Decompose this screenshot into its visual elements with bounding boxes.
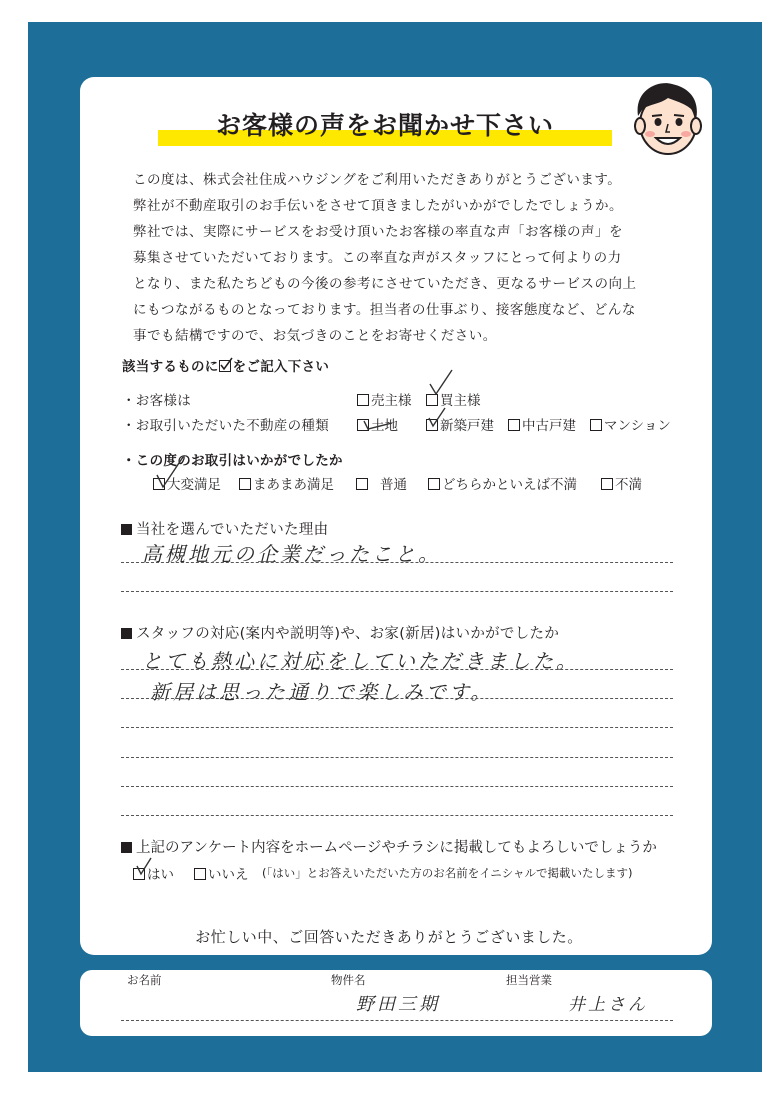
intro-text	[133, 167, 693, 349]
q-staff-label: スタッフの対応(案内や説明等)や、お家(新居)はいかがでしたか	[136, 626, 560, 642]
checkbox[interactable]	[194, 868, 206, 880]
footer-line	[121, 1020, 673, 1021]
option-somewhat-unsatisfied[interactable]	[428, 473, 577, 493]
property-value: 野田三期	[356, 994, 440, 1015]
q-publish-label: 上記のアンケート内容をホームページやチラシに掲載してもよろしいでしょうか	[136, 840, 657, 856]
square-bullet-icon	[121, 524, 132, 535]
option-label: まあまあ満足	[253, 477, 334, 493]
option-label: 大変満足	[167, 477, 221, 493]
handwritten-check-icon	[362, 413, 398, 433]
option-condo[interactable]	[590, 414, 671, 434]
mascot-face-icon	[624, 80, 708, 160]
staff-answer-line2: 新居は思った通りで楽しみです。	[150, 680, 494, 704]
q-customer-label: ・お客様は	[122, 393, 191, 409]
option-label: 土地	[371, 418, 398, 434]
q-property-label: ・お取引いただいた不動産の種類	[122, 418, 329, 434]
intro-line: 弊社では、実際にサービスをお受け頂いたお客様の率直な声「お客様の声」を	[133, 224, 623, 240]
answer-line	[121, 757, 673, 758]
option-no[interactable]	[194, 863, 249, 883]
checkbox[interactable]	[428, 478, 440, 490]
name-label: お名前	[127, 973, 162, 987]
title-block	[158, 104, 612, 148]
checkbox[interactable]	[508, 419, 520, 431]
option-label: はい	[147, 867, 174, 883]
property-label: 物件名	[331, 973, 366, 987]
option-neutral[interactable]	[356, 473, 407, 493]
instructions-post: をご記入下さい	[232, 359, 330, 375]
answer-line	[121, 669, 673, 670]
checkbox[interactable]	[357, 394, 369, 406]
closing-text: お忙しい中、ご回答いただきありがとうございました。	[195, 928, 583, 946]
answer-line	[121, 727, 673, 728]
handwritten-check-icon	[135, 856, 155, 876]
instructions	[122, 355, 329, 375]
option-label: マンション	[604, 418, 671, 434]
checkbox-sample-icon	[219, 360, 231, 372]
checkbox[interactable]	[590, 419, 602, 431]
option-label: 売主様	[371, 393, 412, 409]
option-seller[interactable]	[357, 389, 412, 409]
q-reason-heading	[121, 518, 328, 539]
answer-line	[121, 562, 673, 563]
answer-line	[121, 698, 673, 699]
intro-line: にもつながるものとなっております。担当者の仕事ぶり、接客態度など、どんな	[133, 302, 636, 318]
checkbox[interactable]	[356, 478, 368, 490]
handwritten-check-icon	[427, 406, 447, 428]
option-label: 買主様	[440, 393, 481, 409]
q-satisfaction-label: ・この度のお取引はいかがでしたか	[122, 453, 343, 469]
checkbox[interactable]	[601, 478, 613, 490]
answer-line	[121, 815, 673, 816]
square-bullet-icon	[121, 628, 132, 639]
q-staff-heading	[121, 622, 559, 643]
q-publish-heading	[121, 836, 657, 857]
staff-value: 井上さん	[568, 995, 648, 1015]
answer-line	[121, 786, 673, 787]
check-mark-icon	[219, 357, 233, 371]
staff-answer-line1: とても熱心に対応をしていただきました。	[142, 649, 579, 673]
option-label: いいえ	[208, 867, 249, 883]
option-fairly-satisfied[interactable]	[239, 473, 334, 493]
option-label: どちらかといえば不満	[442, 477, 577, 493]
checkbox[interactable]	[239, 478, 251, 490]
reason-answer: 高槻地元の企業だったこと。	[142, 542, 441, 566]
intro-line: 事でも結構ですので、お気づきのことをお寄せください。	[133, 328, 497, 344]
q-reason-label: 当社を選んでいただいた理由	[136, 522, 329, 538]
option-used-house[interactable]	[508, 414, 576, 434]
option-unsatisfied[interactable]	[601, 473, 642, 493]
option-label: 普通	[380, 477, 407, 493]
publish-note: (「はい」とお答えいただいた方のお名前をイニシャルで掲載いたします)	[262, 866, 633, 880]
handwritten-check-icon	[428, 368, 454, 396]
handwritten-check-icon	[155, 455, 185, 489]
intro-line: 募集させていただいております。この率直な声がスタッフにとって何よりの力	[133, 250, 622, 266]
page-title: お客様の声をお聞かせ下さい	[215, 111, 554, 140]
answer-line	[121, 591, 673, 592]
option-label: 新築戸建	[440, 418, 494, 434]
intro-line: 弊社が不動産取引のお手伝いをさせて頂きましたがいかがでしたでしょうか。	[133, 198, 623, 214]
option-label: 中古戸建	[522, 418, 576, 434]
square-bullet-icon	[121, 842, 132, 853]
intro-line: この度は、株式会社住成ハウジングをご利用いただきありがとうございます。	[133, 172, 622, 188]
intro-line: となり、また私たちどもの今後の参考にさせていただき、更なるサービスの向上	[133, 276, 637, 292]
staff-label: 担当営業	[506, 973, 552, 987]
option-label: 不満	[615, 477, 642, 493]
instructions-pre: 該当するものに	[122, 359, 219, 375]
